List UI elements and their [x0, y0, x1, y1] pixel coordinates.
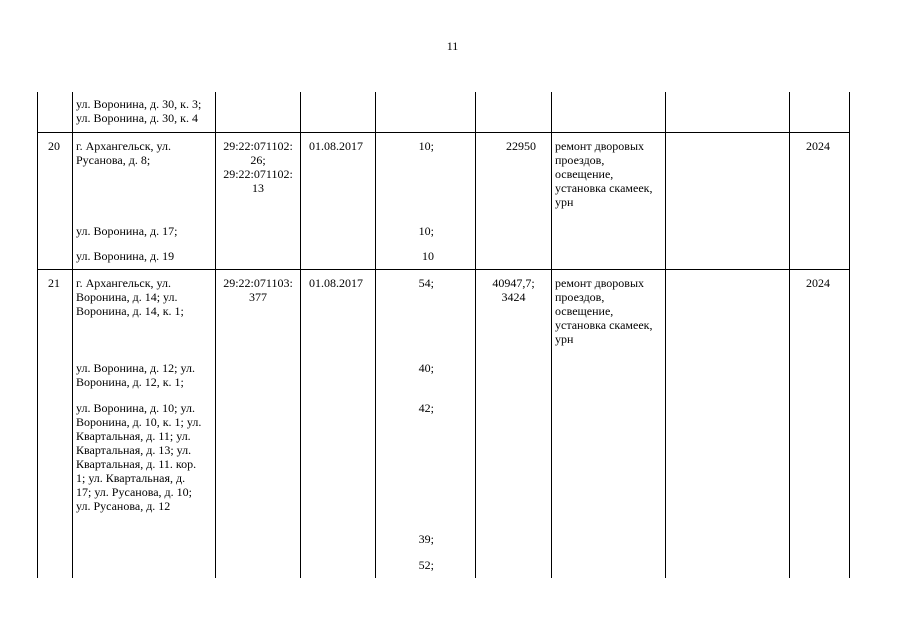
- table-border: [300, 92, 301, 578]
- table-cell-address: ул. Воронина, д. 12; ул. Воронина, д. 12, к. 1;: [76, 361, 195, 389]
- table-cell-year: 2024: [806, 139, 830, 153]
- table-cell-number: 20: [48, 139, 60, 153]
- table-cell-address: г. Архангельск, ул. Русанова, д. 8;: [76, 139, 171, 167]
- table-cell-area: 22950: [506, 139, 536, 153]
- table-cell-count: 54;: [418, 276, 434, 290]
- table-border: [475, 92, 476, 578]
- table-border: [37, 269, 849, 270]
- table-cell-address: ул. Воронина, д. 30, к. 3; ул. Воронина, д. 30, к. 4: [76, 97, 202, 125]
- table-cell-works: ремонт дворовых проездов, освещение, установка скамеек, урн: [555, 276, 653, 346]
- table-cell-count: 39;: [418, 532, 434, 546]
- table-cell-area: 40947,7; 3424: [492, 276, 535, 304]
- table-border: [375, 92, 376, 578]
- table-cell-count: 10: [422, 249, 434, 263]
- table-border: [37, 132, 849, 133]
- table-border: [72, 92, 73, 578]
- table-cell-address: ул. Воронина, д. 19: [76, 249, 175, 263]
- table-cell-year: 2024: [806, 276, 830, 290]
- page-number: 11: [446, 39, 459, 53]
- table-cell-cadastral: 29:22:071103: 377: [223, 276, 293, 304]
- table-cell-date: 01.08.2017: [309, 139, 363, 153]
- table-border: [849, 92, 850, 578]
- table-cell-address: г. Архангельск, ул. Воронина, д. 14; ул. Воронина, д. 14, к. 1;: [76, 276, 184, 318]
- table-border: [789, 92, 790, 578]
- table-border: [37, 92, 38, 578]
- table-cell-count: 52;: [418, 558, 434, 572]
- table-cell-address: ул. Воронина, д. 17;: [76, 224, 178, 238]
- table-cell-works: ремонт дворовых проездов, освещение, установка скамеек, урн: [555, 139, 653, 209]
- table-cell-cadastral: 29:22:071102: 26; 29:22:071102: 13: [223, 139, 293, 195]
- table-border: [665, 92, 666, 578]
- table-cell-number: 21: [48, 276, 60, 290]
- table-cell-count: 40;: [418, 361, 434, 375]
- table-cell-date: 01.08.2017: [309, 276, 363, 290]
- table-border: [551, 92, 552, 578]
- table-cell-count: 10;: [418, 139, 434, 153]
- table-cell-count: 10;: [418, 224, 434, 238]
- table-cell-address: ул. Воронина, д. 10; ул. Воронина, д. 10, к. 1; ул. Квартальная, д. 11; ул. Квартальная, д. 13; ул. Квартальная, д. 11. кор. 1; ул. Квартальная, д. 17; ул. Русанова, д. 10; ул. Русанова, д. 12: [76, 401, 202, 513]
- table-cell-count: 42;: [418, 401, 434, 415]
